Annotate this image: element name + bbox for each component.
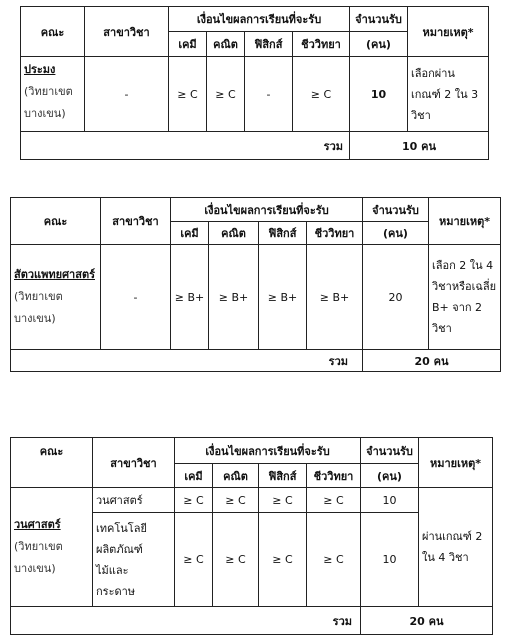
header-chem: เคมี [169,32,207,57]
header-remark: หมายเหตุ* [408,7,489,57]
count-cell: 20 [363,245,429,350]
header-chem: เคมี [171,222,209,245]
bio-cell: ≥ C [307,488,361,513]
chem-cell: ≥ C [169,57,207,132]
table-fisheries [20,6,489,160]
remark-cell [408,57,489,132]
header-bio: ชีววิทยา [293,32,350,57]
major-cell [93,513,175,607]
header-chem: เคมี [175,464,213,488]
major-line: ผลิตภัณฑ์ [96,542,143,556]
header-math: คณิต [207,32,245,57]
header-major: สาขาวิชา [101,198,171,245]
remark-line: วิชาหรือเฉลี่ย [432,280,497,293]
header-math: คณิต [209,222,259,245]
header-remark: หมายเหตุ* [419,438,493,488]
header-count-unit: (คน) [363,222,429,245]
header-faculty: คณะ [11,198,101,245]
remark-line: เลือก 2 ใน 4 [432,259,494,272]
faculty-campus: บางเขน) [24,107,66,120]
remark-line: B+ จาก 2 [432,301,483,314]
remark-cell [419,488,493,607]
bio-cell: ≥ B+ [307,245,363,350]
major-cell: วนศาสตร์ [93,488,175,513]
phys-cell: ≥ B+ [259,245,307,350]
header-count: จำนวนรับ [350,7,408,32]
chem-cell: ≥ C [175,488,213,513]
remark-line: เลือกผ่าน [411,66,455,80]
remark-line: ใน 4 วิชา [422,551,469,564]
phys-cell: ≥ C [259,513,307,607]
header-bio: ชีววิทยา [307,464,361,488]
phys-cell: ≥ C [259,488,307,513]
major-line: กระดาษ [96,584,136,598]
header-count: จำนวนรับ [361,438,419,464]
header-major: สาขาวิชา [85,7,169,57]
major-line: เทคโนโลยี [96,521,147,535]
header-phys: ฟิสิกส์ [259,222,307,245]
header-faculty: คณะ [11,438,93,488]
remark-line: วิชา [411,108,431,122]
faculty-cell [11,245,101,350]
header-condition: เงื่อนไขผลการเรียนที่จะรับ [171,198,363,222]
math-cell: ≥ B+ [209,245,259,350]
bio-cell: ≥ C [307,513,361,607]
major-line: ไม้และ [96,563,129,577]
table-forestry [10,437,493,635]
header-count-unit: (คน) [361,464,419,488]
faculty-campus: บางเขน) [14,562,56,575]
faculty-name: วนศาสตร์ [14,518,61,531]
total-value: 20 คน [363,350,501,372]
major-cell: - [85,57,169,132]
faculty-cell [11,488,93,607]
chem-cell: ≥ C [175,513,213,607]
remark-line: เกณฑ์ 2 ใน 3 [411,87,479,101]
faculty-cell [21,57,85,132]
header-condition: เงื่อนไขผลการเรียนที่จะรับ [175,438,361,464]
faculty-campus: (วิทยาเขตบางเขน) [14,290,63,325]
count-cell: 10 [361,513,419,607]
header-count: จำนวนรับ [363,198,429,222]
faculty-campus: (วิทยาเขต [24,85,73,98]
header-remark: หมายเหตุ* [429,198,501,245]
faculty-name: สัตวแพทยศาสตร์ [14,268,95,281]
chem-cell: ≥ B+ [171,245,209,350]
header-major: สาขาวิชา [93,438,175,488]
faculty-name: ประมง [24,63,56,76]
total-value: 20 คน [361,607,493,635]
count-cell: 10 [350,57,408,132]
header-faculty: คณะ [21,7,85,57]
math-cell: ≥ C [213,513,259,607]
phys-cell: - [245,57,293,132]
remark-cell [429,245,501,350]
total-value: 10 คน [350,132,489,160]
header-phys: ฟิสิกส์ [245,32,293,57]
major-cell: - [101,245,171,350]
bio-cell: ≥ C [293,57,350,132]
header-condition: เงื่อนไขผลการเรียนที่จะรับ [169,7,350,32]
remark-line: วิชา [432,322,452,335]
table-veterinary [10,197,501,372]
faculty-campus: (วิทยาเขต [14,540,63,553]
header-phys: ฟิสิกส์ [259,464,307,488]
header-count-unit: (คน) [350,32,408,57]
remark-line: ผ่านเกณฑ์ 2 [422,530,483,543]
header-math: คณิต [213,464,259,488]
count-cell: 10 [361,488,419,513]
total-label: รวม [11,350,363,372]
total-label: รวม [21,132,350,160]
math-cell: ≥ C [207,57,245,132]
math-cell: ≥ C [213,488,259,513]
header-bio: ชีววิทยา [307,222,363,245]
total-label: รวม [11,607,361,635]
